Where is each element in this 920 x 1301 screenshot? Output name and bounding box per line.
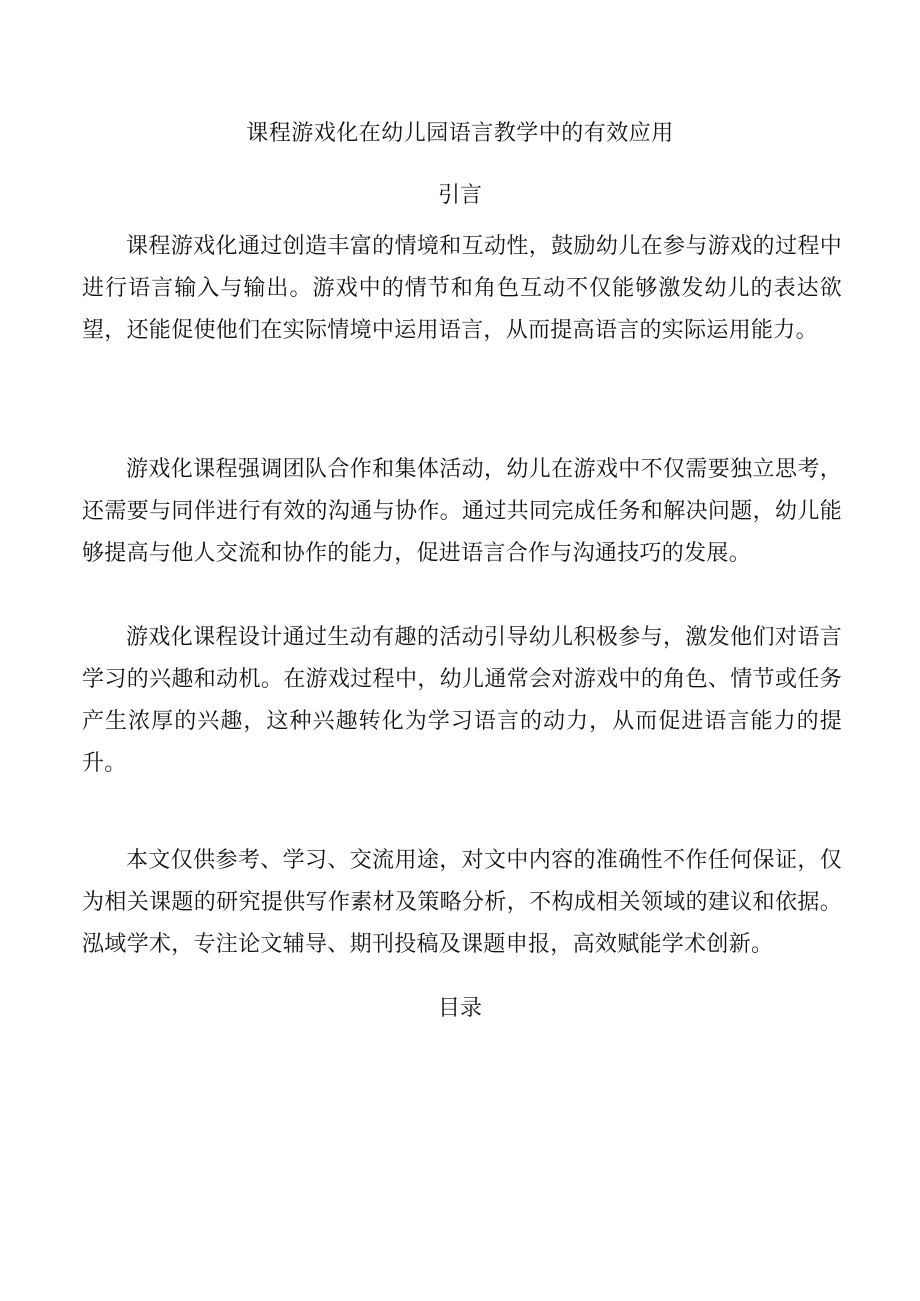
intro-paragraph-2: 游戏化课程强调团队合作和集体活动，幼儿在游戏中不仅需要独立思考，还需要与同伴进行有效的沟通与协作。通过共同完成任务和解决问题，幼儿能够提高与他人交流和协作的能力，促进语言合作与沟通技巧的发展。 [82,457,842,566]
toc-heading: 目录 [437,996,482,1021]
intro-heading: 引言 [437,183,482,208]
document-title: 课程游戏化在幼儿园语言教学中的有效应用 [246,121,674,146]
disclaimer-paragraph: 本文仅供参考、学习、交流用途，对文中内容的准确性不作任何保证，仅为相关课题的研究提供写作素材及策略分析，不构成相关领域的建议和依据。泓域学术，专注论文辅导、期刊投稿及课题申报，高效赋能学术创新。 [82,848,842,957]
intro-paragraph-1: 课程游戏化通过创造丰富的情境和互动性，鼓励幼儿在参与游戏的过程中进行语言输入与输出。游戏中的情节和角色互动不仅能够激发幼儿的表达欲望，还能促使他们在实际情境中运用语言，从而提高语言的实际运用能力。 [82,234,842,343]
intro-paragraph-3: 游戏化课程设计通过生动有趣的活动引导幼儿积极参与，激发他们对语言学习的兴趣和动机。在游戏过程中，幼儿通常会对游戏中的角色、情节或任务产生浓厚的兴趣，这种兴趣转化为学习语言的动力，从而促进语言能力的提升。 [82,625,842,776]
